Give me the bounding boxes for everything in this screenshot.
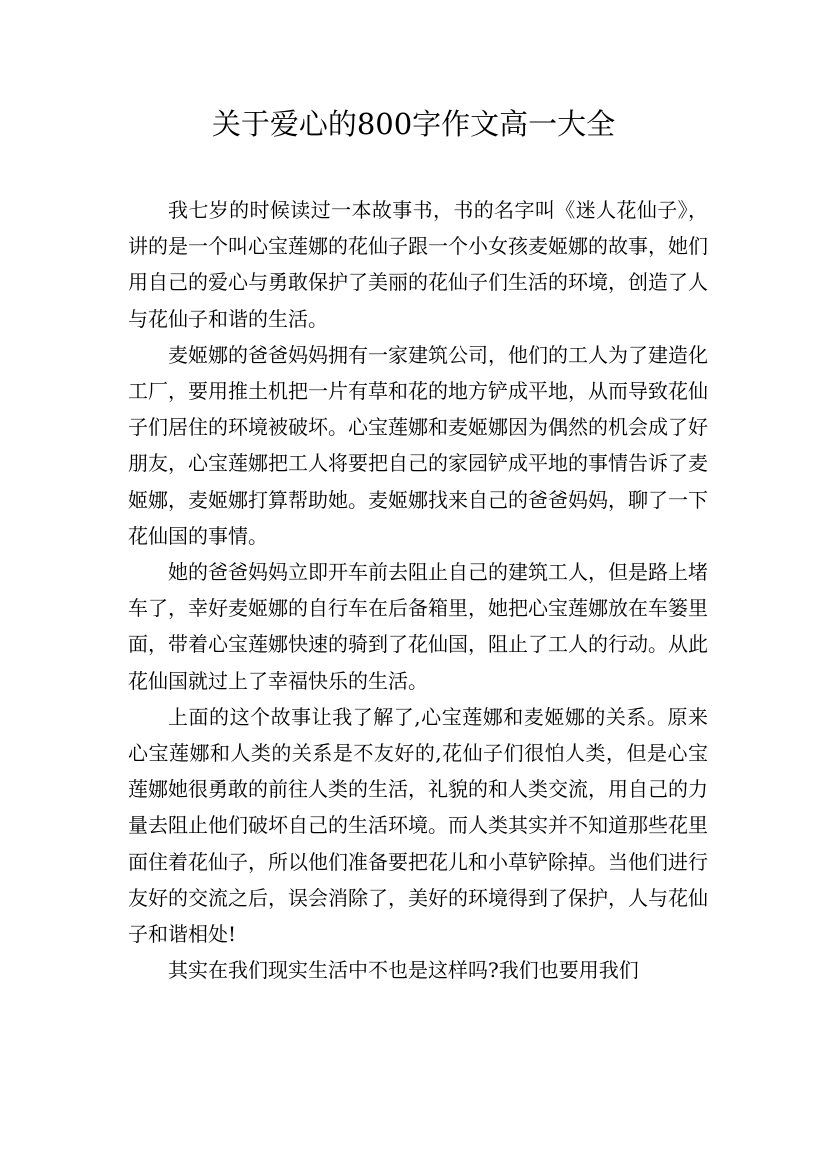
document-title: 关于爱心的800字作文高一大全 (211, 107, 616, 141)
paragraph-3: 她的爸爸妈妈立即开车前去阻止自己的建筑工人，但是路上堵车了，幸好麦姬娜的自行车在后备箱里，她把心宝莲娜放在车篓里面，带着心宝莲娜快速的骑到了花仙国，阻止了工人的行动。从此花仙国就过上了幸福快乐的生活。 (128, 560, 708, 693)
paragraph-4: 上面的这个故事让我了解了,心宝莲娜和麦姬娜的关系。原来心宝莲娜和人类的关系是不友好的,花仙子们很怕人类，但是心宝莲娜她很勇敢的前往人类的生活，礼貌的和人类交流，用自己的力量去阻止他们破坏自己的生活环境。而人类其实并不知道那些花里面住着花仙子，所以他们准备要把花儿和小草铲除掉。当他们进行友好的交流之后，误会消除了，美好的环境得到了保护，人与花仙子和谐相处! (128, 704, 708, 947)
paragraph-2: 麦姬娜的爸爸妈妈拥有一家建筑公司，他们的工人为了建造化工厂，要用推土机把一片有草和花的地方铲成平地，从而导致花仙子们居住的环境被破坏。心宝莲娜和麦姬娜因为偶然的机会成了好朋友，心宝莲娜把工人将要把自己的家园铲成平地的事情告诉了麦姬娜，麦姬娜打算帮助她。麦姬娜找来自己的爸爸妈妈，聊了一下花仙国的事情。 (128, 342, 708, 548)
document-body (128, 192, 708, 988)
paragraph-5: 其实在我们现实生活中不也是这样吗?我们也要用我们 (168, 958, 639, 983)
paragraph-1: 我七岁的时候读过一本故事书，书的名字叫《迷人花仙子》，讲的是一个叫心宝莲娜的花仙子跟一个小女孩麦姬娜的故事，她们用自己的爱心与勇敢保护了美丽的花仙子们生活的环境，创造了人与花仙子和谐的生活。 (128, 198, 708, 331)
